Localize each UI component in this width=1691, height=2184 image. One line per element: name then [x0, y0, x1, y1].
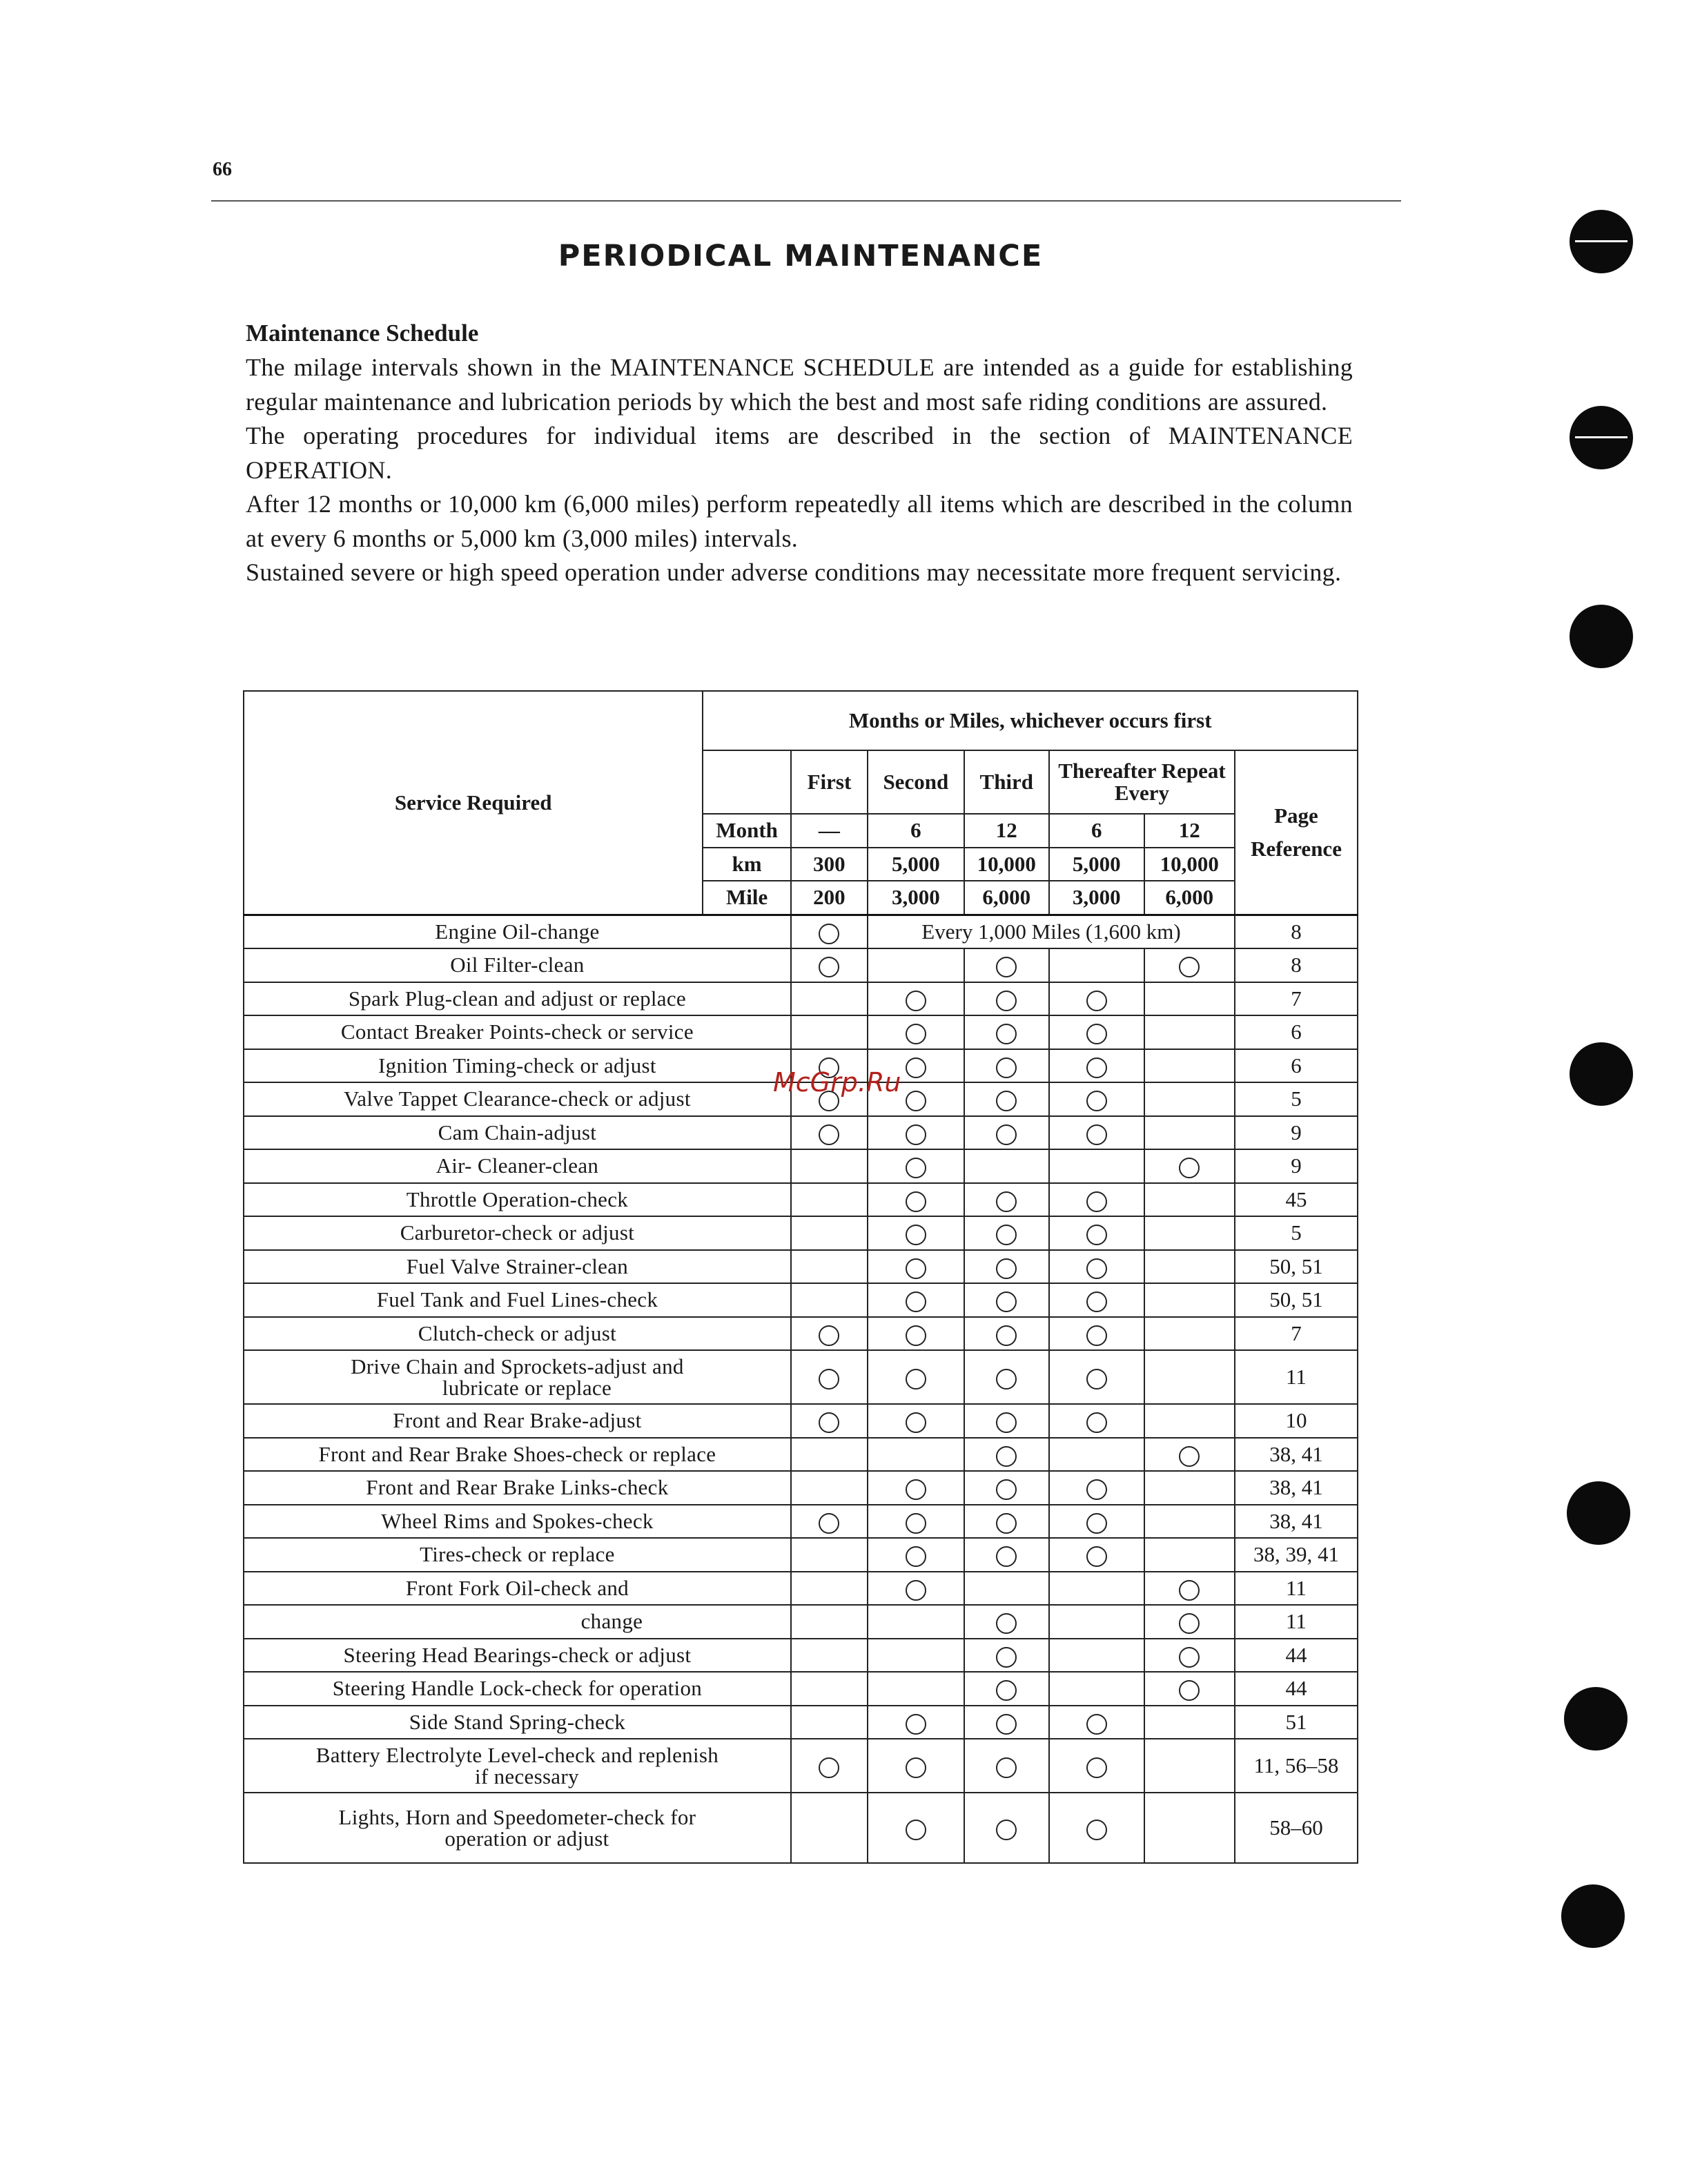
table-row: [244, 1015, 1358, 1049]
table-row: [244, 1572, 1358, 1606]
check-circle-icon: [1179, 1680, 1200, 1701]
check-circle-icon: [996, 957, 1017, 977]
check-circle-icon: [1086, 1820, 1107, 1840]
punch-hole-1: [1570, 210, 1633, 273]
table-row: [244, 1116, 1358, 1150]
table-row: [244, 1149, 1358, 1183]
intro-paragraph-4: Sustained severe or high speed operation under adverse conditions may necessitate more frequent servicing.: [246, 558, 1342, 586]
check-circle-icon: [1179, 957, 1200, 977]
service-cell: [244, 1793, 791, 1863]
check-circle-icon: [906, 1479, 926, 1500]
page-ref: 38, 41: [1235, 1438, 1358, 1472]
page-ref: 9: [1235, 1116, 1358, 1150]
intro-section: [246, 316, 1353, 590]
months-or-miles-header: Months or Miles, whichever occurs first: [703, 691, 1358, 750]
check-circle-icon: [1179, 1613, 1200, 1634]
mile-first: 200: [791, 881, 868, 915]
service-cell: Clutch-check or adjust: [244, 1317, 791, 1351]
service-cell: Tires-check or replace: [244, 1538, 791, 1572]
table-row: [244, 915, 1358, 948]
page-ref: 44: [1235, 1672, 1358, 1706]
table-row: [244, 1283, 1358, 1317]
check-circle-icon: [819, 1412, 839, 1433]
page-ref: 9: [1235, 1149, 1358, 1183]
page-ref: 10: [1235, 1404, 1358, 1438]
mile-repeat-6000: 6,000: [1144, 881, 1235, 915]
check-circle-icon: [996, 1613, 1017, 1634]
page-ref: 8: [1235, 915, 1358, 948]
intro-paragraph-3: After 12 months or 10,000 km (6,000 miles) perform repeatedly all items which are described in the column at every 6 months or 5,000 km (3,000 miles) intervals.: [246, 490, 1353, 552]
check-circle-icon: [1086, 1024, 1107, 1044]
km-third: 10,000: [964, 848, 1049, 881]
row-mile-label: Mile: [703, 881, 790, 915]
mark-first: [791, 915, 868, 948]
check-circle-icon: [906, 1191, 926, 1212]
check-circle-icon: [906, 1124, 926, 1145]
page-ref: 11: [1235, 1350, 1358, 1404]
service-cell: [244, 1739, 791, 1793]
service-cell: Side Stand Spring-check: [244, 1706, 791, 1739]
check-circle-icon: [996, 1820, 1017, 1840]
mile-repeat-3000: 3,000: [1049, 881, 1144, 915]
check-circle-icon: [996, 1024, 1017, 1044]
row-month-label: Month: [703, 814, 790, 848]
service-line-1: Lights, Horn and Speedometer-check for: [338, 1805, 696, 1829]
check-circle-icon: [1086, 1225, 1107, 1245]
service-cell: Fuel Tank and Fuel Lines-check: [244, 1283, 791, 1317]
table-row: [244, 982, 1358, 1016]
service-cell: [244, 1350, 791, 1404]
table-row: [244, 1605, 1358, 1639]
service-line-1: Battery Electrolyte Level-check and replenish: [315, 1743, 719, 1767]
check-circle-icon: [906, 1258, 926, 1279]
check-circle-icon: [1086, 1057, 1107, 1078]
check-circle-icon: [996, 1546, 1017, 1567]
service-cell: Steering Handle Lock-check for operation: [244, 1672, 791, 1706]
page-ref: 11, 56–58: [1235, 1739, 1358, 1793]
check-circle-icon: [1179, 1647, 1200, 1668]
check-circle-icon: [1086, 1291, 1107, 1312]
month-third: 12: [964, 814, 1049, 848]
km-first: 300: [791, 848, 868, 881]
check-circle-icon: [819, 1124, 839, 1145]
page-ref: 6: [1235, 1049, 1358, 1083]
engine-oil-interval-note: Every 1,000 Miles (1,600 km): [868, 915, 1235, 948]
check-circle-icon: [996, 1091, 1017, 1111]
check-circle-icon: [1179, 1580, 1200, 1601]
service-cell: Wheel Rims and Spokes-check: [244, 1505, 791, 1539]
check-circle-icon: [819, 957, 839, 977]
service-cell: Carburetor-check or adjust: [244, 1216, 791, 1250]
month-repeat-6: 6: [1049, 814, 1144, 848]
check-circle-icon: [1086, 1124, 1107, 1145]
check-circle-icon: [906, 991, 926, 1011]
check-circle-icon: [906, 1757, 926, 1778]
service-cell: Valve Tappet Clearance-check or adjust: [244, 1082, 791, 1116]
page-ref: 11: [1235, 1572, 1358, 1606]
service-cell: Front Fork Oil-check and: [244, 1572, 791, 1606]
service-cell: Ignition Timing-check or adjust: [244, 1049, 791, 1083]
table-row: [244, 1706, 1358, 1739]
page-ref: 6: [1235, 1015, 1358, 1049]
check-circle-icon: [819, 1757, 839, 1778]
page-ref: 8: [1235, 948, 1358, 982]
service-cell: Fuel Valve Strainer-clean: [244, 1250, 791, 1284]
page-ref: 38, 41: [1235, 1505, 1358, 1539]
service-cell: Contact Breaker Points-check or service: [244, 1015, 791, 1049]
month-repeat-12: 12: [1144, 814, 1235, 848]
service-cell: Air- Cleaner-clean: [244, 1149, 791, 1183]
mile-second: 3,000: [868, 881, 964, 915]
service-cell: Front and Rear Brake Shoes-check or replace: [244, 1438, 791, 1472]
intro-paragraph-2: The operating procedures for individual items are described in the section of MAINTENANCE OPERATION.: [246, 422, 1353, 484]
page-ref: 5: [1235, 1082, 1358, 1116]
check-circle-icon: [906, 1369, 926, 1390]
check-circle-icon: [996, 1479, 1017, 1500]
page-ref: 50, 51: [1235, 1250, 1358, 1284]
section-heading: Maintenance Schedule: [246, 320, 479, 347]
row-km-label: km: [703, 848, 790, 881]
service-cell: Cam Chain-adjust: [244, 1116, 791, 1150]
maintenance-schedule-table: [243, 690, 1358, 1864]
check-circle-icon: [906, 1820, 926, 1840]
page-ref: 7: [1235, 982, 1358, 1016]
check-circle-icon: [1086, 1513, 1107, 1534]
page-ref: 5: [1235, 1216, 1358, 1250]
check-circle-icon: [1086, 1546, 1107, 1567]
punch-hole-2: [1570, 406, 1633, 469]
page-ref: 38, 39, 41: [1235, 1538, 1358, 1572]
km-second: 5,000: [868, 848, 964, 881]
check-circle-icon: [996, 1446, 1017, 1467]
check-circle-icon: [906, 1291, 926, 1312]
check-circle-icon: [996, 1369, 1017, 1390]
km-repeat-10000: 10,000: [1144, 848, 1235, 881]
service-cell: Front and Rear Brake-adjust: [244, 1404, 791, 1438]
watermark: McGrp.Ru: [773, 1067, 901, 1098]
check-circle-icon: [996, 1191, 1017, 1212]
col-second: Second: [868, 750, 964, 814]
mile-third: 6,000: [964, 881, 1049, 915]
check-circle-icon: [906, 1714, 926, 1735]
check-circle-icon: [906, 1091, 926, 1111]
month-second: 6: [868, 814, 964, 848]
col-third: Third: [964, 750, 1049, 814]
check-circle-icon: [819, 924, 839, 944]
check-circle-icon: [906, 1513, 926, 1534]
check-circle-icon: [996, 1647, 1017, 1668]
service-line-2: lubricate or replace: [442, 1376, 612, 1400]
check-circle-icon: [996, 1714, 1017, 1735]
service-cell: Spark Plug-clean and adjust or replace: [244, 982, 791, 1016]
page-ref: 58–60: [1235, 1793, 1358, 1863]
check-circle-icon: [996, 1680, 1017, 1701]
intro-paragraph-1: The milage intervals shown in the MAINTENANCE SCHEDULE are intended as a guide for establishing regular maintenance and lubrication periods by which the best and most safe riding conditions are assured.: [246, 353, 1353, 416]
punch-hole-3: [1570, 605, 1633, 668]
service-cell: Throttle Operation-check: [244, 1183, 791, 1217]
check-circle-icon: [1086, 1258, 1107, 1279]
check-circle-icon: [996, 1291, 1017, 1312]
service-line-2: if necessary: [475, 1764, 579, 1788]
table-row: [244, 1350, 1358, 1404]
table-row: [244, 1639, 1358, 1673]
check-circle-icon: [906, 1024, 926, 1044]
check-circle-icon: [996, 1057, 1017, 1078]
check-circle-icon: [1086, 1091, 1107, 1111]
check-circle-icon: [996, 1513, 1017, 1534]
header-rule: [211, 200, 1401, 202]
table-row: [244, 1793, 1358, 1863]
service-cell: Engine Oil-change: [244, 915, 791, 948]
check-circle-icon: [906, 1325, 926, 1346]
table-row: [244, 1404, 1358, 1438]
check-circle-icon: [996, 1757, 1017, 1778]
check-circle-icon: [996, 1325, 1017, 1346]
check-circle-icon: [906, 1225, 926, 1245]
check-circle-icon: [1179, 1158, 1200, 1178]
table-row: [244, 1438, 1358, 1472]
page-ref: 45: [1235, 1183, 1358, 1217]
table-row: [244, 1739, 1358, 1793]
check-circle-icon: [1086, 1325, 1107, 1346]
page-ref: 51: [1235, 1706, 1358, 1739]
service-cell: Steering Head Bearings-check or adjust: [244, 1639, 791, 1673]
check-circle-icon: [1086, 1369, 1107, 1390]
service-required-header: Service Required: [244, 691, 703, 915]
page-ref: 7: [1235, 1317, 1358, 1351]
col-first: First: [791, 750, 868, 814]
table-row: [244, 1216, 1358, 1250]
check-circle-icon: [996, 1124, 1017, 1145]
table-row: [244, 1183, 1358, 1217]
punch-hole-7: [1561, 1884, 1625, 1948]
service-line-1: Drive Chain and Sprockets-adjust and: [351, 1354, 684, 1378]
check-circle-icon: [906, 1158, 926, 1178]
check-circle-icon: [819, 1513, 839, 1534]
punch-hole-6: [1564, 1687, 1628, 1751]
table-row: [244, 1538, 1358, 1572]
check-circle-icon: [906, 1546, 926, 1567]
punch-hole-4: [1570, 1042, 1633, 1106]
check-circle-icon: [996, 1412, 1017, 1433]
check-circle-icon: [996, 991, 1017, 1011]
table-row: [244, 1471, 1358, 1505]
page-ref: 11: [1235, 1605, 1358, 1639]
check-circle-icon: [1086, 991, 1107, 1011]
km-repeat-5000: 5,000: [1049, 848, 1144, 881]
table-row: [244, 1250, 1358, 1284]
col-thereafter: Thereafter Repeat Every: [1049, 750, 1235, 814]
page-reference-header: Page Reference: [1235, 750, 1358, 915]
check-circle-icon: [996, 1258, 1017, 1279]
check-circle-icon: [906, 1412, 926, 1433]
check-circle-icon: [1086, 1412, 1107, 1433]
check-circle-icon: [906, 1057, 926, 1078]
table-row: [244, 1317, 1358, 1351]
punch-hole-5: [1567, 1481, 1630, 1545]
check-circle-icon: [1179, 1446, 1200, 1467]
service-cell: Front and Rear Brake Links-check: [244, 1471, 791, 1505]
check-circle-icon: [996, 1225, 1017, 1245]
page-number: 66: [213, 159, 232, 180]
page-title: PERIODICAL MAINTENANCE: [558, 239, 1044, 273]
check-circle-icon: [819, 1325, 839, 1346]
check-circle-icon: [1086, 1191, 1107, 1212]
service-cell: change: [244, 1605, 791, 1639]
page-ref: 38, 41: [1235, 1471, 1358, 1505]
page-ref: 50, 51: [1235, 1283, 1358, 1317]
check-circle-icon: [906, 1580, 926, 1601]
table-row: [244, 1505, 1358, 1539]
table-row: [244, 948, 1358, 982]
service-line-2: operation or adjust: [444, 1826, 609, 1851]
check-circle-icon: [1086, 1479, 1107, 1500]
page-ref: 44: [1235, 1639, 1358, 1673]
month-first: —: [791, 814, 868, 848]
service-cell: Oil Filter-clean: [244, 948, 791, 982]
table-row: [244, 1672, 1358, 1706]
check-circle-icon: [1086, 1757, 1107, 1778]
check-circle-icon: [1086, 1714, 1107, 1735]
check-circle-icon: [819, 1369, 839, 1390]
